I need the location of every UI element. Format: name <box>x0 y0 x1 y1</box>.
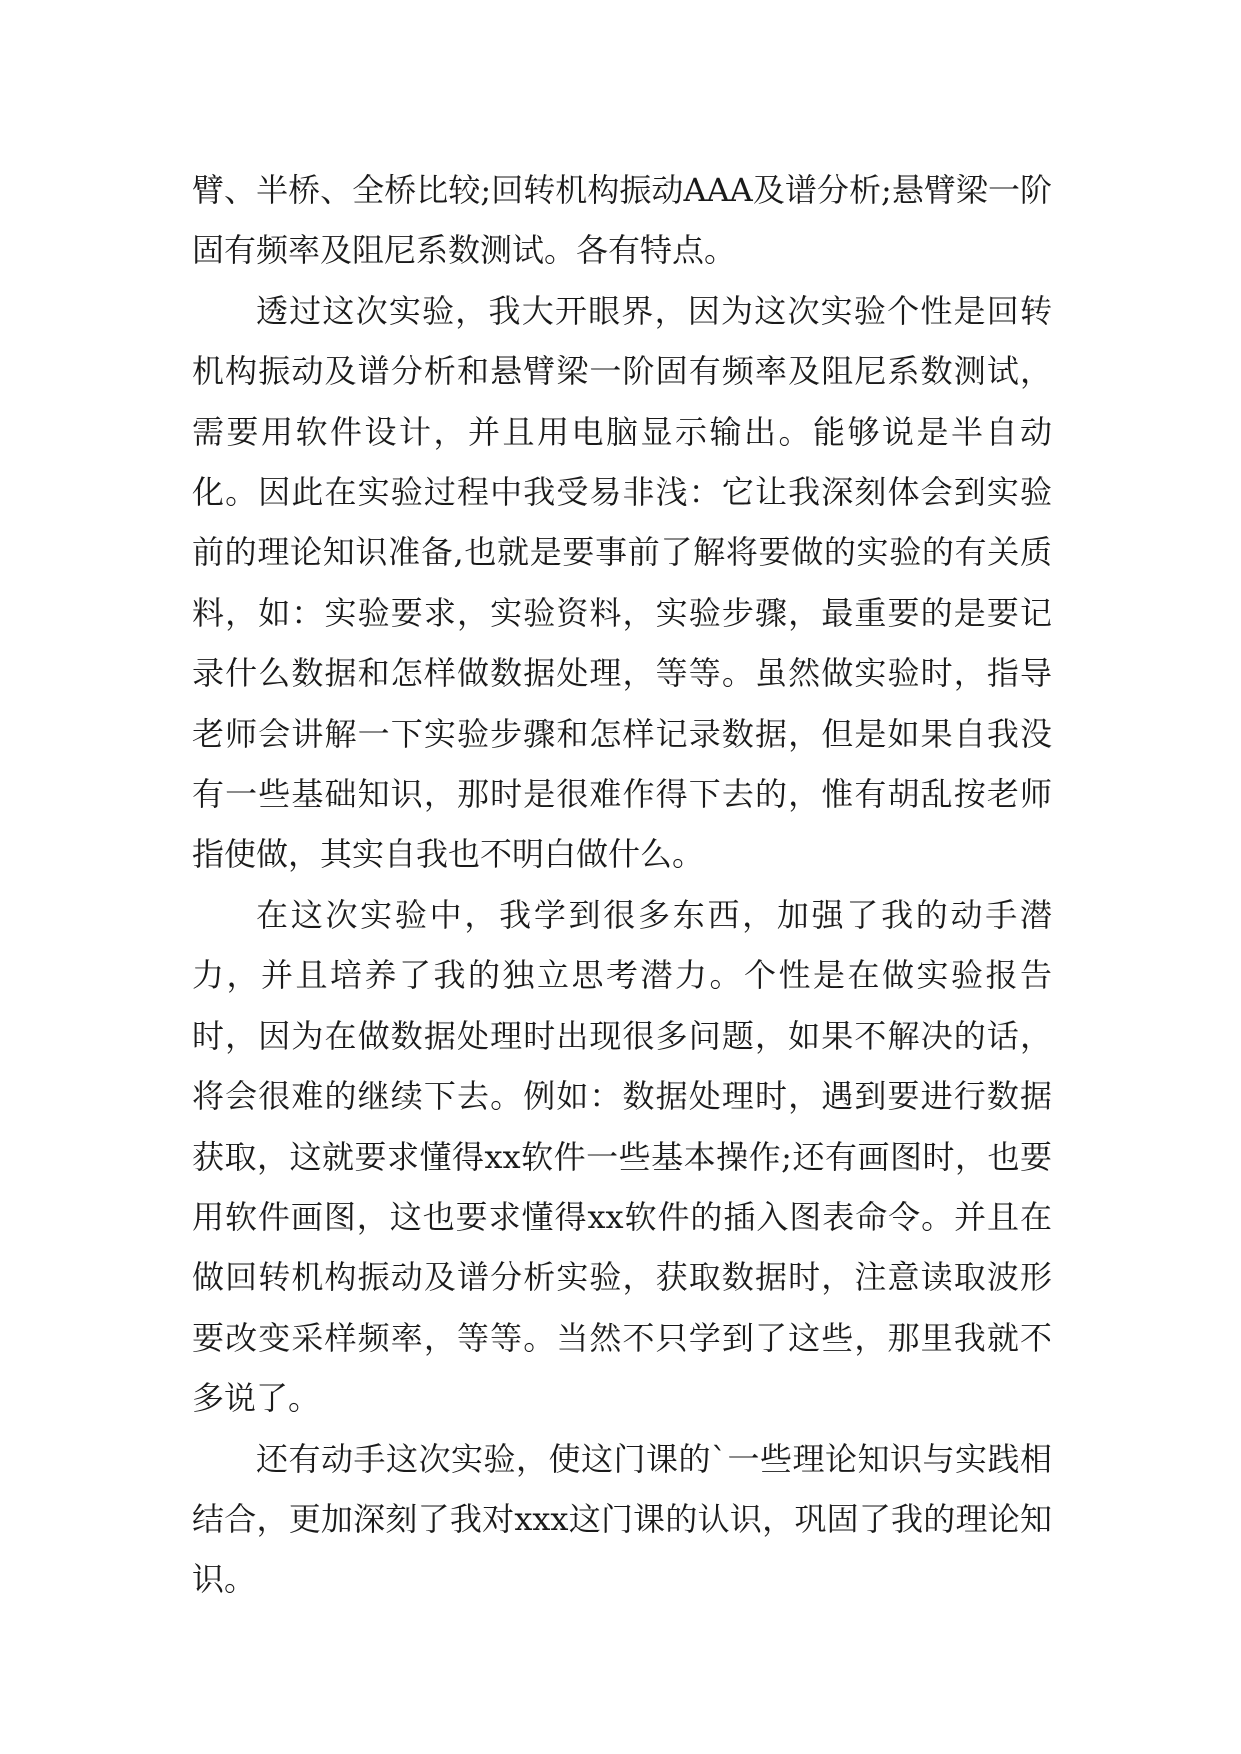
paragraph-4: 还有动手这次实验，使这门课的`一些理论知识与实践相结合，更加深刻了我对xxx这门课的认识，巩固了我的理论知识。 <box>192 1439 1052 1599</box>
paragraph-3: 在这次实验中，我学到很多东西，加强了我的动手潜力，并且培养了我的独立思考潜力。个性是在做实验报告时，因为在做数据处理时出现很多问题，如果不解决的话，将会很难的继续下去。例如：数据处理时，遇到要进行数据获取，这就要求懂得xx软件一些基本操作;还有画图时，也要用软件画图，这也要求懂得xx软件的插入图表命令。并且在做回转机构振动及谱分析实验，获取数据时，注意读取波形要改变采样频率，等等。当然不只学到了这些，那里我就不多说了。 <box>192 895 1052 1418</box>
paragraph-1: 臂、半桥、全桥比较;回转机构振动AAA及谱分析;悬臂梁一阶固有频率及阻尼系数测试。各有特点。 <box>192 171 1052 270</box>
document-page <box>192 160 1052 1610</box>
paragraph-2: 透过这次实验，我大开眼界，因为这次实验个性是回转机构振动及谱分析和悬臂梁一阶固有频率及阻尼系数测试，需要用软件设计，并且用电脑显示输出。能够说是半自动化。因此在实验过程中我受易非浅：它让我深刻体会到实验前的理论知识准备,也就是要事前了解将要做的实验的有关质料，如：实验要求，实验资料，实验步骤，最重要的是要记录什么数据和怎样做数据处理，等等。虽然做实验时，指导老师会讲解一下实验步骤和怎样记录数据，但是如果自我没有一些基础知识，那时是很难作得下去的，惟有胡乱按老师指使做，其实自我也不明白做什么。 <box>192 291 1052 874</box>
